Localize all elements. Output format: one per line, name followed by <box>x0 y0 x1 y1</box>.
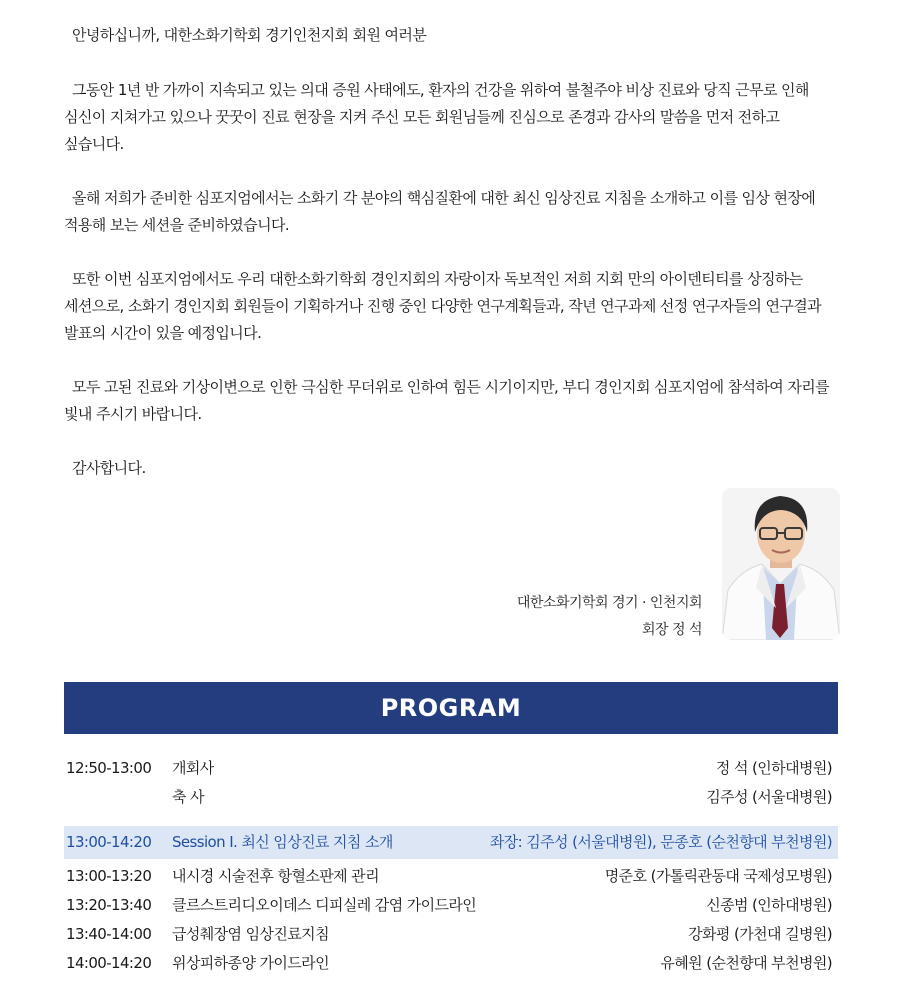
program-row-talk <box>64 949 838 978</box>
program-row-congratulation <box>64 783 838 812</box>
program-row-talk <box>64 862 838 891</box>
letter-salutation: 안녕하십니까, 대한소화기학회 경기인천지회 회원 여러분 <box>72 26 427 44</box>
program-speaker: 김주성 (서울대병원) <box>706 788 832 806</box>
program-speaker: 명준호 (가톨릭관동대 국제성모병원) <box>604 867 832 885</box>
program-speaker: 유혜원 (순천향대 부천병원) <box>660 954 832 972</box>
program-time: 14:00-14:20 <box>66 954 152 972</box>
program-schedule <box>64 754 838 978</box>
program-speaker: 신종범 (인하대병원) <box>706 896 832 914</box>
program-row-session-1 <box>64 826 838 859</box>
greeting-letter <box>64 22 840 509</box>
signature-block <box>517 590 702 644</box>
program-row-talk <box>64 920 838 949</box>
letter-paragraph: 올해 저희가 준비한 심포지엄에서는 소화기 각 분야의 핵심질환에 대한 최신 임상진료 지침을 소개하고 이를 임상 현장에 적용해 보는 세션을 준비하였습니다. <box>64 189 816 234</box>
program-title: 개회사 <box>172 759 214 777</box>
program-title: 급성췌장염 임상진료지침 <box>172 925 329 943</box>
letter-paragraph: 모두 고된 진료와 기상이변으로 인한 극심한 무더위로 인하여 힘든 시기이지만, 부디 경인지회 심포지엄에 참석하여 자리를 빛내 주시기 바랍니다. <box>64 378 830 423</box>
signature-name: 회장 정 석 <box>642 622 702 638</box>
president-portrait <box>722 488 840 640</box>
session-title: Session I. 최신 임상진료 지침 소개 <box>172 833 393 851</box>
program-time: 12:50-13:00 <box>66 759 152 777</box>
program-title: 축 사 <box>172 788 204 806</box>
portrait-image <box>722 488 840 640</box>
program-time: 13:40-14:00 <box>66 925 152 943</box>
session-chairs: 좌장: 김주성 (서울대병원), 문종호 (순천향대 부천병원) <box>489 833 832 851</box>
program-speaker: 강화평 (가천대 길병원) <box>688 925 832 943</box>
signature-org: 대한소화기학회 경기 · 인천지회 <box>516 595 702 611</box>
letter-paragraph: 또한 이번 심포지엄에서도 우리 대한소화기학회 경인지회의 자랑이자 독보적인 저희 지회 만의 아이덴티티를 상징하는 세션으로, 소화기 경인지회 회원들이 기획하거나 진행 중인 다양한 연구계획들과, 작년 연구과제 선정 연구자들의 연구결과 발표의 시간이 있을 예정입니다. <box>64 270 822 342</box>
program-row-opening <box>64 754 838 783</box>
letter-closing: 감사합니다. <box>72 459 146 477</box>
session-time: 13:00-14:20 <box>66 833 152 851</box>
program-title: 클르스트리디오이데스 디피실레 감염 가이드라인 <box>172 896 477 914</box>
letter-paragraph: 그동안 1년 반 가까이 지속되고 있는 의대 증원 사태에도, 환자의 건강을 위하여 불철주야 비상 진료와 당직 근무로 인해 심신이 지쳐가고 있으나 꿋꿋이 진료 현장을 지켜 주신 모든 회원님들께 진심으로 존경과 감사의 말씀을 먼저 전하고 싶습니다. <box>64 81 809 153</box>
program-title: 위상피하종양 가이드라인 <box>172 954 329 972</box>
program-speaker: 정 석 (인하대병원) <box>715 759 832 777</box>
program-time: 13:20-13:40 <box>66 896 152 914</box>
program-row-talk <box>64 891 838 920</box>
program-time: 13:00-13:20 <box>66 867 152 885</box>
program-banner: PROGRAM <box>64 682 838 734</box>
program-title: 내시경 시술전후 항혈소판제 관리 <box>172 867 379 885</box>
